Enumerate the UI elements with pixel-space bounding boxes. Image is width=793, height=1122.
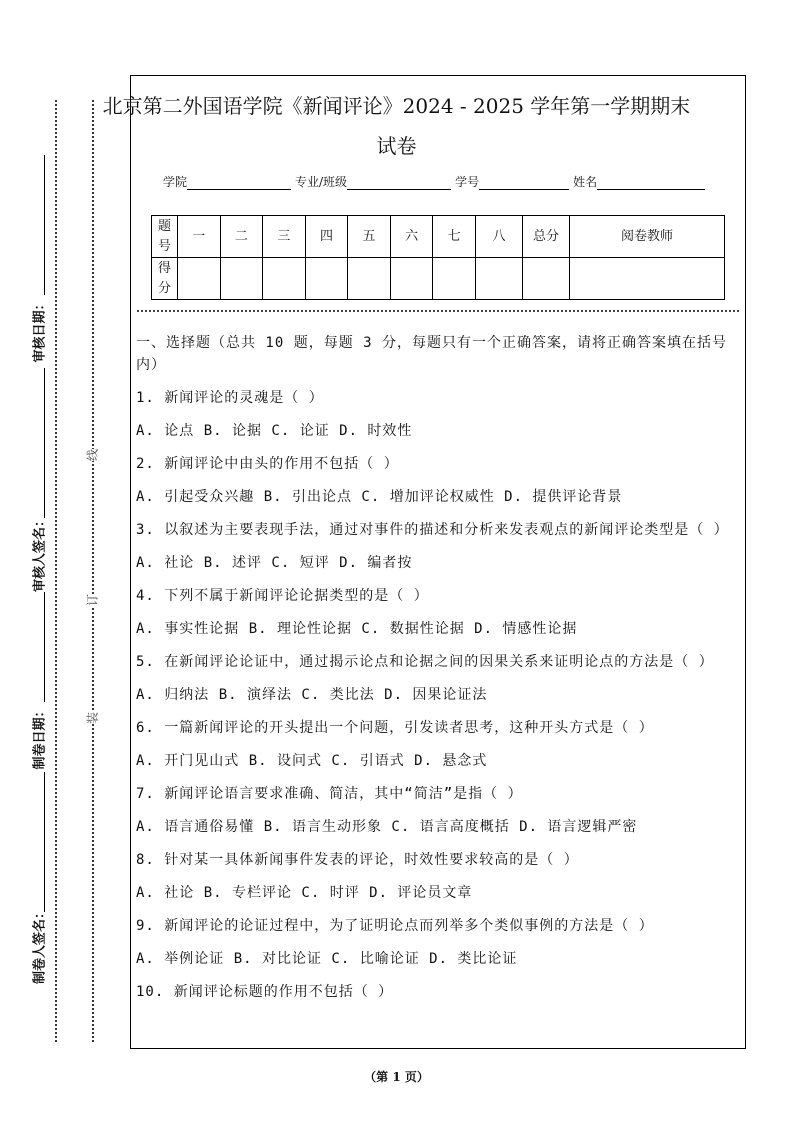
question-options: A. 开门见山式 B. 设问式 C. 引语式 D. 悬念式 [136, 753, 488, 769]
score-cell[interactable] [523, 258, 570, 300]
col-grader: 阅卷教师 [570, 216, 725, 258]
exam-title-line2: 试卷 [376, 134, 417, 158]
reviewer-signature-line [44, 368, 45, 518]
col-4: 四 [305, 216, 348, 258]
compile-date-label: 制卷日期： [32, 704, 48, 770]
col-7: 七 [433, 216, 476, 258]
row-label-score: 得分 [152, 258, 178, 300]
page-number: （第 1 页） [364, 1070, 429, 1084]
field-label-major-class: 专业/班级 [295, 175, 348, 189]
header-divider [137, 310, 739, 312]
exam-title: 北京第二外国语学院《新闻评论》2024 - 2025 学年第一学期期末 [102, 94, 691, 118]
binding-char-zhuang: 装 [85, 711, 100, 725]
col-1: 一 [178, 216, 221, 258]
reviewer-signature-label: 审核人签名： [32, 513, 48, 593]
compiler-signature-line [44, 772, 45, 912]
question-stem: 3. 以叙述为主要表现手法，通过对事件的描述和分析来发表观点的新闻评论类型是（ ） [136, 522, 729, 538]
question-stem: 4. 下列不属于新闻评论论据类型的是（ ） [136, 588, 429, 604]
question-options: A. 论点 B. 论据 C. 论证 D. 时效性 [136, 423, 413, 439]
question-stem: 10. 新闻评论标题的作用不包括（ ） [136, 984, 394, 1000]
field-label-student-id: 学号 [455, 175, 480, 189]
score-cell[interactable] [390, 258, 433, 300]
question-options: A. 社论 B. 专栏评论 C. 时评 D. 评论员文章 [136, 885, 473, 901]
col-5: 五 [348, 216, 391, 258]
score-cell[interactable] [178, 258, 221, 300]
question-options: A. 引起受众兴趣 B. 引出论点 C. 增加评论权威性 D. 提供评论背景 [136, 489, 623, 505]
question-stem: 7. 新闻评论语言要求准确、简洁，其中“简洁”是指（ ） [136, 786, 523, 802]
col-3: 三 [263, 216, 306, 258]
col-6: 六 [390, 216, 433, 258]
review-date-label: 审核日期： [32, 297, 48, 363]
col-total: 总分 [523, 216, 570, 258]
binding-char-ding: 订 [85, 593, 100, 607]
question-stem: 1. 新闻评论的灵魂是（ ） [136, 390, 324, 406]
question-options: A. 事实性论据 B. 理论性论据 C. 数据性论据 D. 情感性论据 [136, 621, 578, 637]
cut-line-outer [55, 100, 57, 1042]
question-options: A. 归纳法 B. 演绎法 C. 类比法 D. 因果论证法 [136, 687, 488, 703]
field-label-college: 学院 [163, 175, 188, 189]
question-stem: 8. 针对某一具体新闻事件发表的评论，时效性要求较高的是（ ） [136, 852, 579, 868]
score-cell[interactable] [476, 258, 523, 300]
college-blank[interactable] [187, 175, 291, 190]
question-options: A. 语言通俗易懂 B. 语言生动形象 C. 语言高度概括 D. 语言逻辑严密 [136, 819, 638, 835]
name-blank[interactable] [597, 175, 705, 190]
question-stem: 9. 新闻评论的论证过程中，为了证明论点而列举多个类似事例的方法是（ ） [136, 918, 654, 934]
score-cell[interactable] [220, 258, 263, 300]
row-label-question-no: 题号 [152, 216, 178, 258]
score-cell[interactable] [348, 258, 391, 300]
question-stem: 5. 在新闻评论论证中，通过揭示论点和论据之间的因果关系来证明论点的方法是（ ） [136, 654, 714, 670]
col-8: 八 [476, 216, 523, 258]
section-heading: 一、选择题（总共 10 题，每题 3 分，每题只有一个正确答案，请将正确答案填在括号内） [136, 335, 727, 373]
student-id-blank[interactable] [479, 175, 569, 190]
student-info [163, 173, 709, 190]
cut-line-inner [92, 100, 94, 1042]
score-cell[interactable] [263, 258, 306, 300]
score-cell[interactable] [305, 258, 348, 300]
score-cell[interactable] [433, 258, 476, 300]
col-2: 二 [220, 216, 263, 258]
question-stem: 2. 新闻评论中由头的作用不包括（ ） [136, 456, 399, 472]
review-date-line [44, 155, 45, 295]
major-class-blank[interactable] [347, 175, 451, 190]
question-section [136, 332, 742, 1014]
compiler-signature-label: 制卷人签名： [32, 905, 48, 985]
score-table [151, 215, 725, 300]
question-options: A. 举例论证 B. 对比论证 C. 比喻论证 D. 类比论证 [136, 951, 518, 967]
compile-date-line [44, 592, 45, 702]
binding-char-xian: 线 [85, 448, 100, 462]
field-label-name: 姓名 [573, 175, 598, 189]
question-options: A. 社论 B. 述评 C. 短评 D. 编者按 [136, 555, 413, 571]
question-stem: 6. 一篇新闻评论的开头提出一个问题，引发读者思考，这种开头方式是（ ） [136, 720, 654, 736]
score-cell[interactable] [570, 258, 725, 300]
